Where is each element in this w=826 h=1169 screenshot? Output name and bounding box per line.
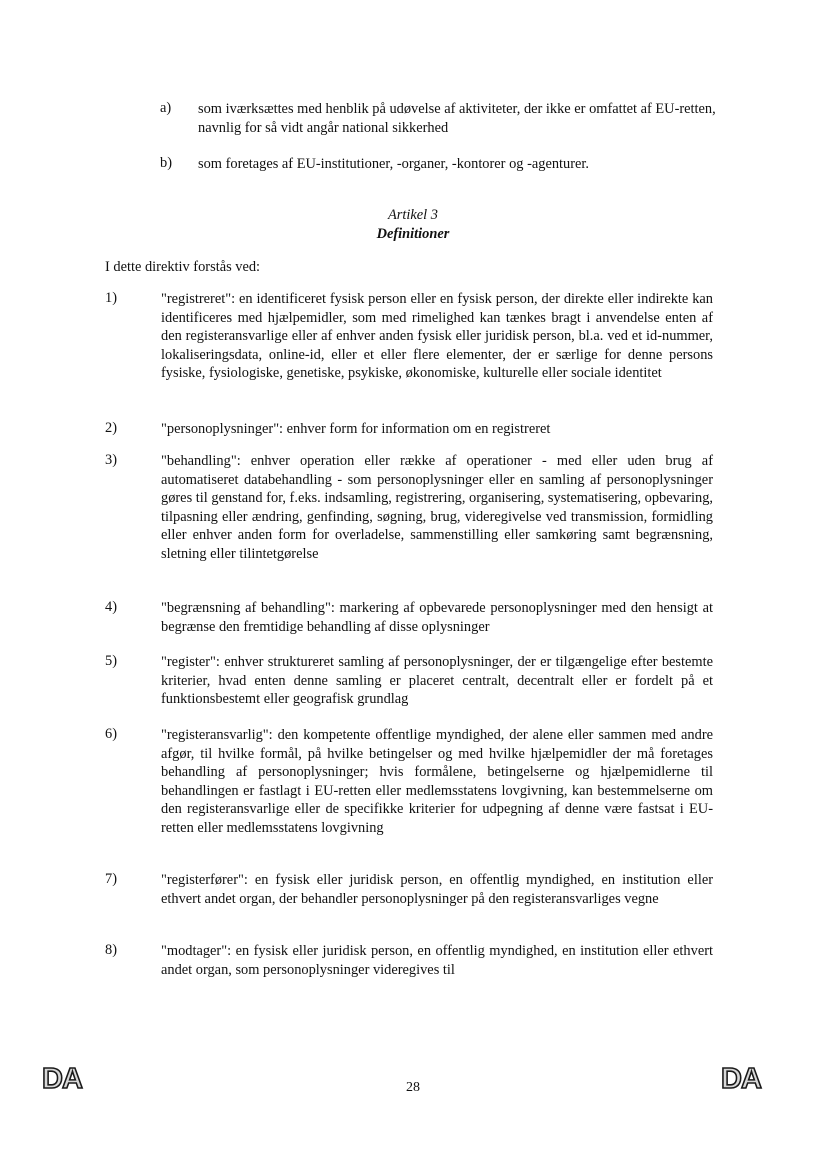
language-code-left: DA [42,1063,82,1095]
definition-number: 2) [105,420,117,436]
definition-text: "behandling": enhver operation eller række af operationer - med eller uden brug af automatiseret databehandling - som personoplysninger eller en samling af personoplysninger gøres til genstand for, f.eks. indsamling, registrering, organisering, systematisering, opbevaring, tilpasning eller ændring, genfinding, søgning, brug, videregivelse ved transmission, formidling eller enhver anden form for overladelse, sammenstilling eller samkøring samt begrænsning, sletning eller tilintetgørelse [161,453,713,562]
sub-item-text: som foretages af EU-institutioner, -organer, -kontorer og -agenturer. [198,156,589,172]
intro-text: I dette direktiv forstås ved: [105,259,261,275]
definition-number: 3) [105,452,117,468]
sub-item-letter: a) [160,100,172,116]
article-heading [0,206,826,244]
article-title: Definitioner [376,226,450,242]
definition-number: 6) [105,726,117,742]
page-number: 28 [406,1080,420,1095]
definition-text: "registeransvarlig": den kompetente offentlige myndighed, der alene eller sammen med andre afgør, til hvilke formål, på hvilke betingelser og med hvilke hjælpemidler der må foretages behandling af personoplysninger; hvis formålene, betingelserne og hjælpemidlerne til behandlingen er fastlagt i EU-retten eller medlemsstatens lovgivning, kan bestemmelserne om den registeransvarlige eller de specifikke kriterier for udpegning af denne være fastsat i EU-retten eller medlemsstatens lovgivning [161,727,713,836]
language-code-right: DA [721,1063,761,1095]
definition-number: 5) [105,653,117,669]
definition-text: "modtager": en fysisk eller juridisk person, en offentlig myndighed, en institution eller ethvert andet organ, som personoplysninger videregives til [161,943,713,978]
definition-number: 7) [105,871,117,887]
definition-text: "registerfører": en fysisk eller juridisk person, en offentlig myndighed, en institution eller ethvert andet organ, der behandler personoplysninger på den registeransvarliges vegne [161,872,713,907]
article-number: Artikel 3 [388,207,438,223]
definition-text: "personoplysninger": enhver form for information om en registreret [161,421,551,437]
definition-number: 1) [105,290,117,306]
definition-text: "register": enhver struktureret samling af personoplysninger, der er tilgængelige efter bestemte kriterier, hvad enten denne samling er placeret centralt, decentralt eller er fordelt på et funktionsbestemt eller geografisk grundlag [161,654,713,708]
sub-item-text: som iværksættes med henblik på udøvelse af aktiviteter, der ikke er omfattet af EU-retten, navnlig for så vidt angår national sikkerhed [198,101,716,136]
sub-item-letter: b) [160,155,172,171]
definition-text: "registreret": en identificeret fysisk person eller en fysisk person, der direkte eller indirekte kan identificeres med hjælpemidler, som med rimelighed kan tænkes bragt i anvendelse enten af den registeransvarlige eller af enhver anden fysisk eller juridisk person, bl.a. ved et id-nummer, lokaliseringsdata, online-id, eller et eller flere elementer, der er særlige for denne persons fysiske, fysiologiske, genetiske, psykiske, økonomiske, kulturelle eller sociale identitet [161,291,713,382]
definition-number: 4) [105,599,117,615]
definition-number: 8) [105,942,117,958]
definition-text: "begrænsning af behandling": markering af opbevarede personoplysninger med den hensigt at begrænse den fremtidige behandling af disse oplysninger [161,600,713,635]
